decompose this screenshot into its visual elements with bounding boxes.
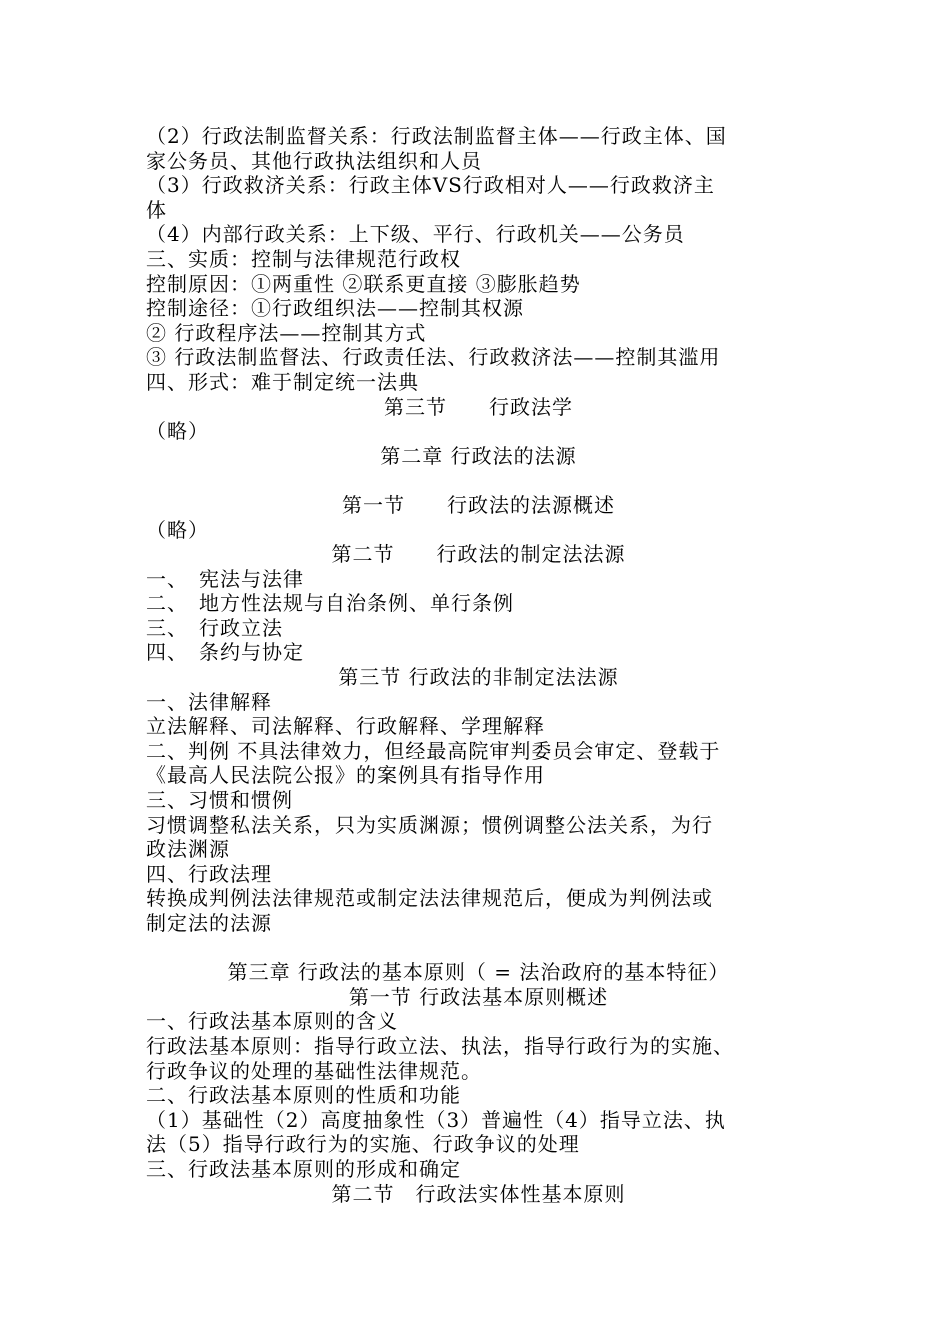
text-line: 体	[146, 197, 167, 222]
blank-line	[146, 936, 811, 961]
text-line: （略）	[146, 419, 209, 444]
text-line: 控制途径：①行政组织法——控制其权源	[146, 296, 524, 321]
section-heading: 第三节 行政法的非制定法法源	[338, 665, 619, 690]
section-heading: 第二章 行政法的法源	[380, 443, 577, 468]
text-line: （4）内部行政关系：上下级、平行、行政机关——公务员	[146, 222, 685, 247]
text-line: 制定法的法源	[146, 911, 272, 935]
text-line: 四、行政法理	[146, 861, 272, 886]
text-line: 《最高人民法院公报》的案例具有指导作用	[146, 763, 545, 788]
text-line: 一、法律解释	[146, 689, 272, 714]
text-line: 二、 地方性法规与自治条例、单行条例	[146, 591, 514, 616]
text-line: 转换成判例法法律规范或制定法法律规范后，便成为判例法或	[146, 886, 713, 911]
text-line: 行政法基本原则：指导行政立法、执法，指导行政行为的实施、	[146, 1033, 734, 1058]
text-line: 四、 条约与协定	[146, 640, 304, 665]
section-heading: 第二节 行政法实体性基本原则	[331, 1181, 626, 1206]
section-heading: 第一节 行政法的法源概述	[342, 492, 615, 517]
text-line: 立法解释、司法解释、行政解释、学理解释	[146, 714, 545, 739]
section-heading: 第三节 行政法学	[384, 394, 573, 419]
text-line: 家公务员、其他行政执法组织和人员	[146, 148, 482, 173]
text-line: ③ 行政法制监督法、行政责任法、行政救济法——控制其滥用	[146, 345, 721, 370]
text-line: （2）行政法制监督关系：行政法制监督主体——行政主体、国	[146, 124, 727, 148]
text-line: 四、形式：难于制定统一法典	[146, 369, 419, 394]
blank-line	[146, 468, 811, 493]
text-line: 一、行政法基本原则的含义	[146, 1009, 398, 1034]
text-line: 三、 行政立法	[146, 615, 283, 640]
section-heading: 第二节 行政法的制定法法源	[331, 542, 626, 567]
text-line: 三、习惯和惯例	[146, 788, 293, 813]
text-line: 三、行政法基本原则的形成和确定	[146, 1156, 461, 1181]
text-line: 三、实质：控制与法律规范行政权	[146, 246, 461, 271]
text-line: （1）基础性（2）高度抽象性（3）普遍性（4）指导立法、执	[146, 1107, 726, 1132]
text-line: ② 行政程序法——控制其方式	[146, 320, 427, 345]
text-line: 二、行政法基本原则的性质和功能	[146, 1083, 461, 1108]
text-line: 控制原因：①两重性 ②联系更直接 ③膨胀趋势	[146, 271, 581, 296]
text-line: （3）行政救济关系：行政主体VS行政相对人——行政救济主	[146, 173, 715, 198]
text-line: 法（5）指导行政行为的实施、行政争议的处理	[146, 1132, 580, 1157]
text-line: 二、判例 不具法律效力，但经最高院审判委员会审定、登载于	[146, 738, 721, 763]
text-line: 政法渊源	[146, 837, 230, 862]
text-line: 行政争议的处理的基础性法律规范。	[146, 1058, 482, 1083]
text-line: （略）	[146, 517, 209, 542]
section-heading: 第一节 行政法基本原则概述	[348, 984, 609, 1009]
document-body	[146, 124, 811, 1206]
text-line: 习惯调整私法关系，只为实质渊源；惯例调整公法关系，为行	[146, 812, 713, 837]
text-line: 一、 宪法与法律	[146, 566, 304, 591]
section-heading: 第三章 行政法的基本原则（ = 法治政府的基本特征）	[227, 960, 730, 985]
